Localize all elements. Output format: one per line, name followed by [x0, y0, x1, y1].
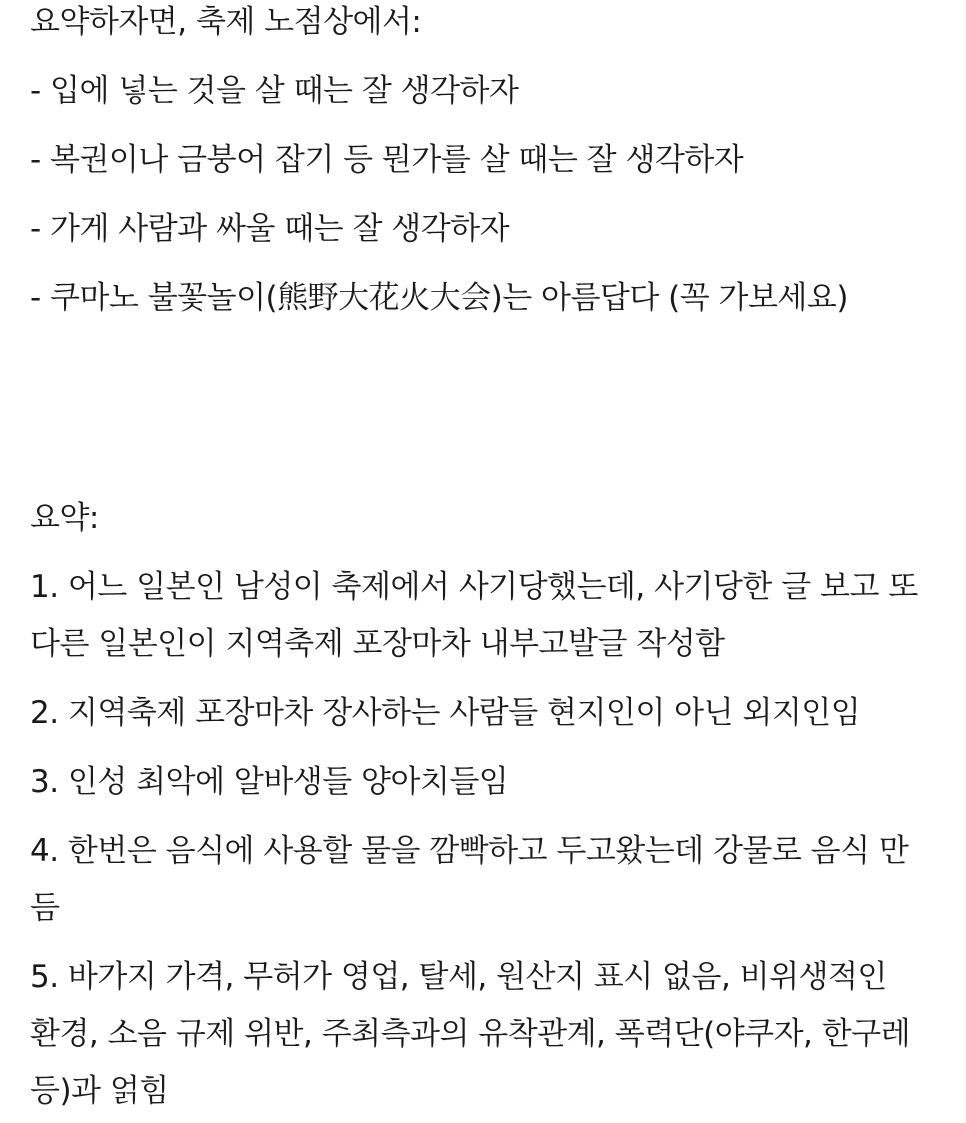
numbered-item-4	[30, 823, 918, 937]
list-item: - 쿠마노 불꽃놀이(熊野大花火大会)는 아름답다 (꼭 가보세요)	[30, 280, 848, 316]
list-item: - 입에 넣는 것을 살 때는 잘 생각하자	[30, 73, 519, 109]
numbered-item-line: 5. 바가지 가격, 무허가 영업, 탈세, 원산지 표시 없음, 비위생적인	[30, 959, 887, 995]
list-item: - 가게 사람과 싸울 때는 잘 생각하자	[30, 211, 510, 247]
numbered-item-line: 다른 일본인이 지역축제 포장마차 내부고발글 작성함	[30, 626, 725, 662]
summary-section-1	[30, 0, 848, 327]
numbered-item-5	[30, 949, 918, 1120]
numbered-item-3	[30, 754, 918, 811]
numbered-item-line: 환경, 소음 규제 위반, 주최측과의 유착관계, 폭력단(야쿠자, 한구레	[30, 1016, 911, 1052]
numbered-item-line: 등)과 얽힘	[30, 1073, 169, 1109]
list-item: - 복권이나 금붕어 잡기 등 뭔가를 살 때는 잘 생각하자	[30, 142, 744, 178]
summary-heading-1: 요약하자면, 축제 노점상에서:	[30, 4, 422, 40]
numbered-item-line: 2. 지역축제 포장마차 장사하는 사람들 현지인이 아닌 외지인임	[30, 695, 861, 731]
numbered-item-line: 4. 한번은 음식에 사용할 물을 깜빡하고 두고왔는데 강물로 음식 만	[30, 833, 909, 869]
numbered-item-1	[30, 559, 918, 673]
numbered-item-line: 3. 인성 최악에 알바생들 양아치들임	[30, 764, 509, 800]
summary-section-2	[30, 490, 918, 1120]
numbered-item-line: 1. 어느 일본인 남성이 축제에서 사기당했는데, 사기당한 글 보고 또	[30, 569, 918, 605]
numbered-item-2	[30, 685, 918, 742]
summary-heading-2: 요약:	[30, 500, 99, 536]
numbered-item-line: 듬	[30, 890, 60, 926]
